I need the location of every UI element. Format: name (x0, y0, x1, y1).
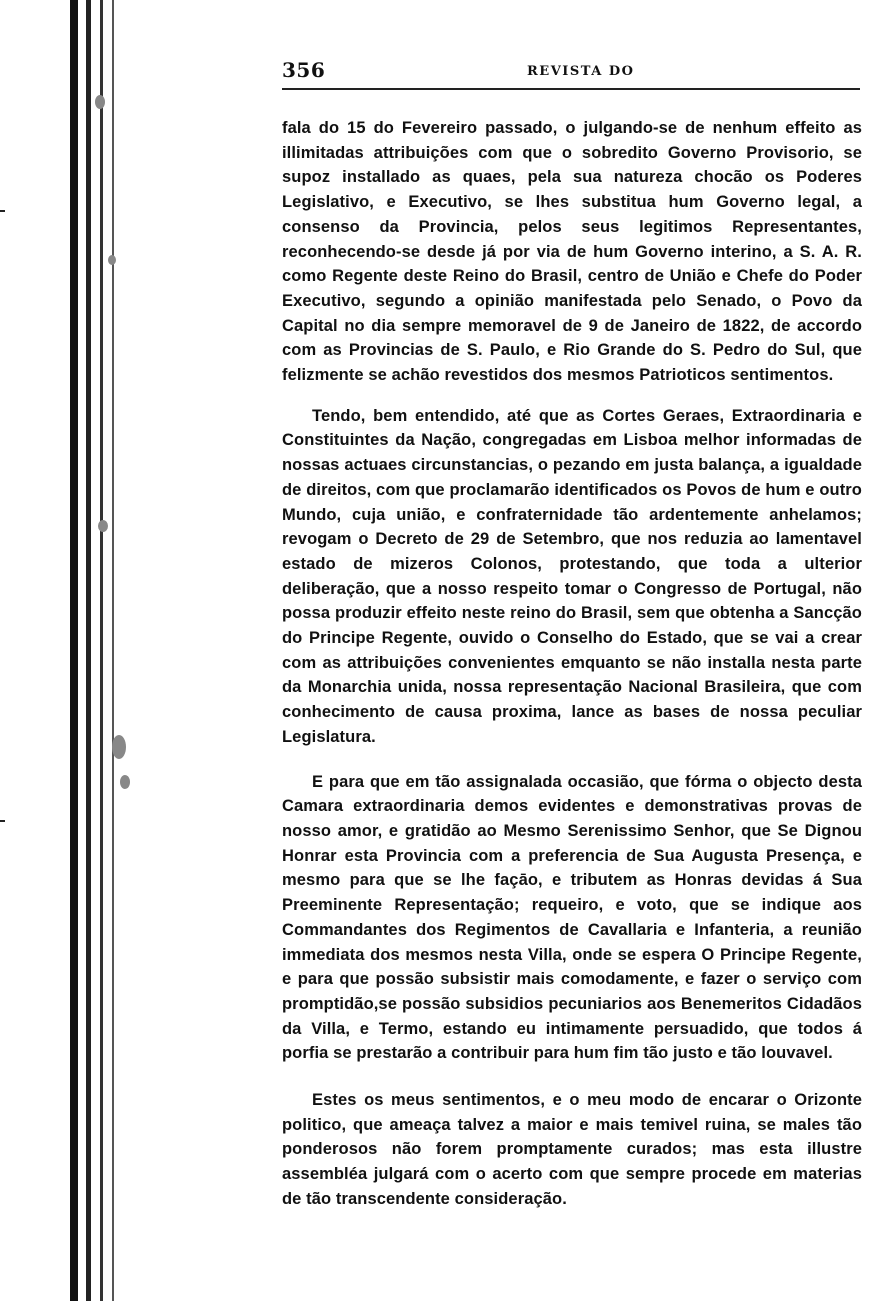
gutter-edge (86, 0, 91, 1301)
scan-mark (0, 820, 5, 822)
paragraph: E para que em tão assignalada occasião, que fórma o objecto desta Camara extraordinaria demos evidentes e demonstrativas provas de nosso amor, e gratidão ao Mesmo Serenissimo Senhor, que Se Dignou Honrar esta Provincia com a preferencia de Sua Augusta Presença, e mesmo para que se lhe façāo, e tributem as Honras devidas á Sua Preeminente Representação; requeiro, e voto, que se indique aos Commandantes dos Regimentos de Cavallaria e Infanteria, a reunião immediata dos mesmos nesta Villa, onde se espera O Principe Regente, e para que possão subsistir mais comodamente, e fazer o serviço com promptidão,se possão subsidios pecuniarios aos Benemeritos Cidadãos da Villa, e Termo, estando eu intimamente persuadido, que todos á porfia se prestarão a contribuir para hum fim tão justo e tão louvavel. (282, 772, 862, 1063)
body-text (282, 116, 862, 1212)
paragraph: Tendo, bem entendido, até que as Cortes Geraes, Extraordinaria e Constituintes da Nação, congregadas em Lisboa melhor informadas de nossas actuaes circunstancias, o pezando em justa balança, a igualdade de direitos, com que proclamarão identificados os Povos de hum e outro Mundo, cuja união, e confraternidade tão ardentemente anhelamos; revogam o Decreto de 29 de Setembro, que nos reduzia ao lamentavel estado de mizeros Colonos, protestando, que toda a ulterior deliberação, que a nosso respeito tomar o Congresso de Portugal, não possa produzir effeito neste reino do Brasil, sem que obtenha a Sancção do Principe Regente, ouvido o Conselho do Estado, que se vai a crear com as attribuições convenientes emquanto se não installa nesta parte da Monarchia unida, nossa representação Nacional Brasileira, que com conhecimento de causa proxima, lance as bases de nossa peculiar Legislatura. (282, 406, 862, 746)
scan-speck (95, 95, 105, 109)
gutter-edge (70, 0, 78, 1301)
scan-speck (120, 775, 130, 789)
paragraph: Estes os meus sentimentos, e o meu modo de encarar o Orizonte politico, que ameaça talvez a maior e mais temivel ruina, se males tão ponderosos não forem promptamente curados; mas esta illustre assembléa julgará com o acerto com que sempre procede em materias de tão transcendente consideração. (282, 1091, 862, 1208)
gutter-edge (100, 0, 103, 1301)
header-rule (282, 88, 860, 90)
gutter-edge (112, 0, 114, 1301)
scan-speck (112, 735, 126, 759)
scan-speck (98, 520, 108, 532)
scan-mark (0, 210, 5, 212)
book-binding-gutter (0, 0, 125, 1301)
paragraph: fala do 15 do Fevereiro passado, o julgando-se de nenhum effeito as illimitadas attribuições com que o sobredito Governo Provisorio, se supoz installado as quaes, pela sua natureza chocão os Poderes Legislativo, e Executivo, se lhes substitua hum Governo legal, a consenso da Provincia, pelos seus legitimos Representantes, reconhecendo-se desde já por via de hum Governo interino, a S. A. R. como Regente deste Reino do Brasil, centro de União e Chefe do Poder Executivo, segundo a opinião manifestada pelo Senado, o Povo da Capital no dia sempre memoravel de 9 de Janeiro de 1822, de accordo com as Provincias de S. Paulo, e Rio Grande do S. Pedro do Sul, que felizmente se achão revestidos dos mesmos Patrioticos sentimentos. (282, 119, 862, 385)
running-title: REVISTA DO (527, 64, 635, 79)
page-number: 356 (282, 58, 326, 82)
scan-speck (108, 255, 116, 265)
page-header (282, 58, 860, 92)
